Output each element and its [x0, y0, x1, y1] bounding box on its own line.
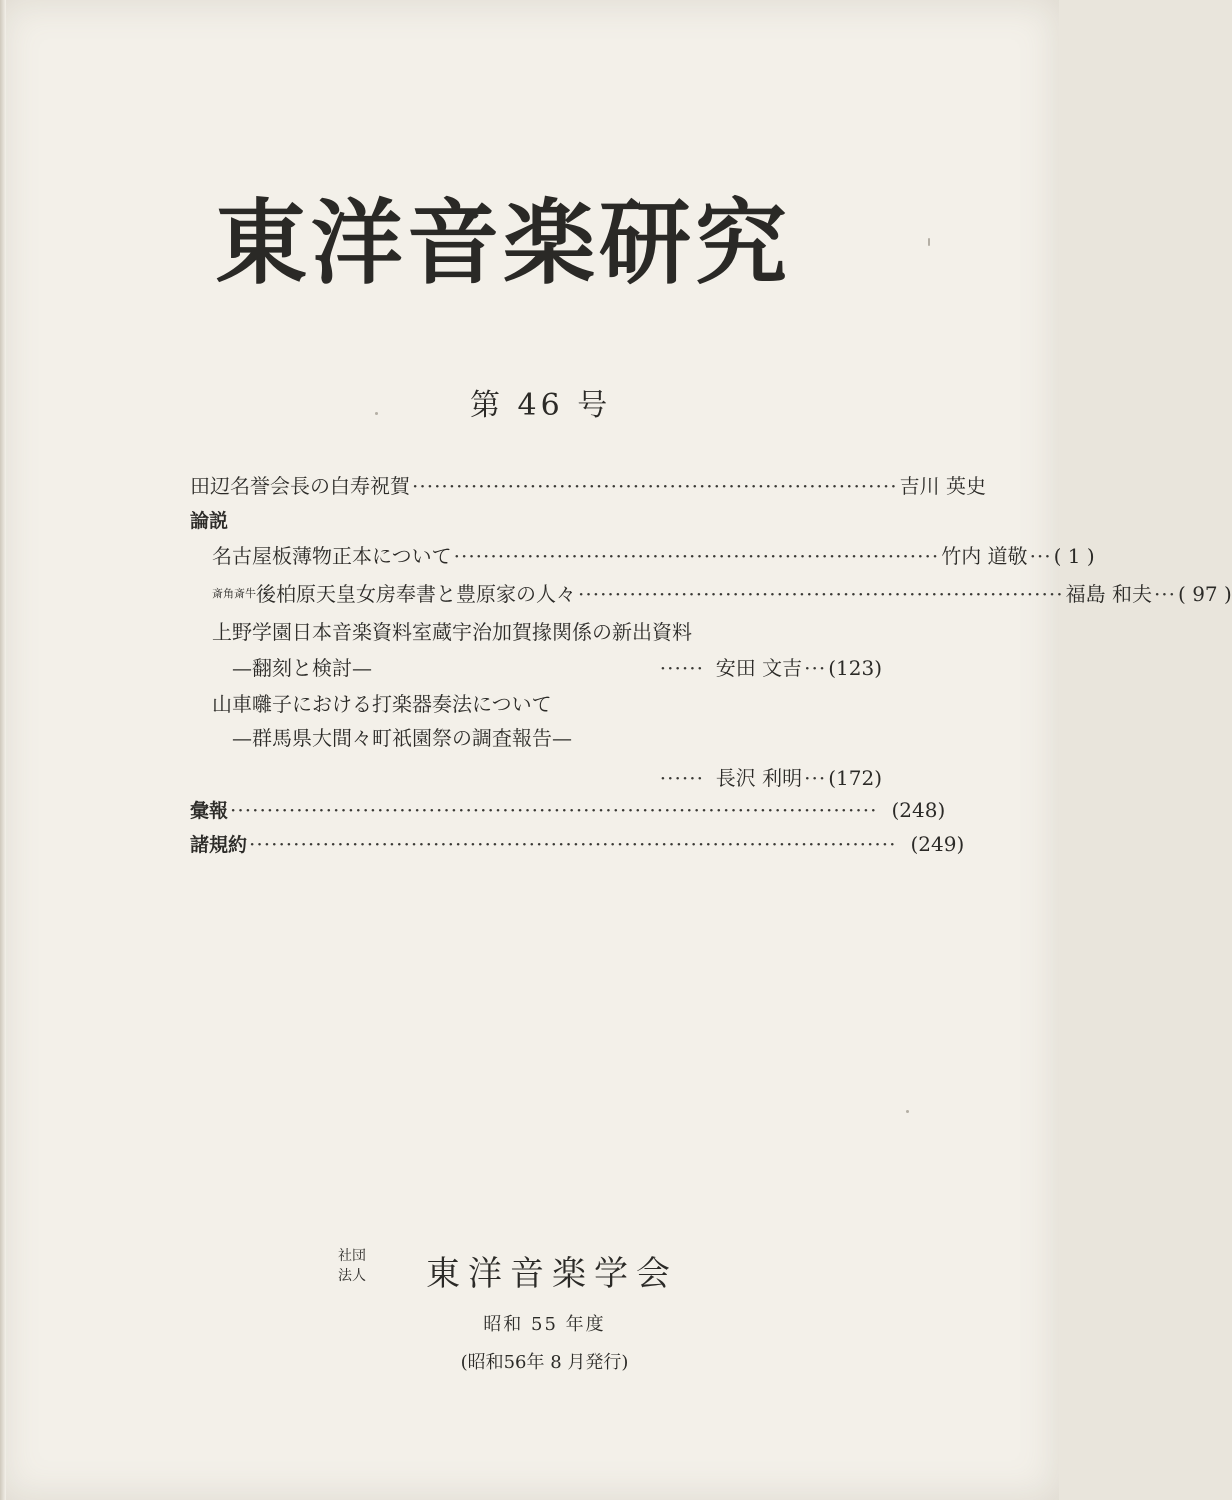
- journal-title: 東洋音楽研究: [215, 190, 792, 297]
- toc-article-4-detail: ······ 長沢 利明 ··· (172): [232, 762, 882, 792]
- issue-date: (昭和56年 8 月発行): [460, 1352, 629, 1373]
- toc-article-4-subtitle: [232, 722, 882, 752]
- toc-entry-celebration: [190, 470, 986, 500]
- toc-article-author: 竹内 道敬: [941, 544, 1028, 568]
- toc-article-author: 長沢 利明: [715, 766, 803, 790]
- toc-article-page: ( 1 ): [1053, 544, 1095, 568]
- toc-article-4-title: [212, 688, 882, 718]
- toc-article-author: 安田 文吉: [715, 656, 803, 680]
- leader-dots: ··································································: [412, 474, 898, 498]
- toc-article-3-detail: —翻刻と検討— ······ 安田 文吉 ··· (123): [232, 652, 882, 682]
- toc-entry-title: 田辺名誉会長の白寿祝賀: [190, 474, 410, 498]
- publisher-prefix: 社団 法人: [338, 1248, 366, 1284]
- toc-article-title: 上野学園日本音楽資料室蔵宇治加賀掾関係の新出資料: [212, 620, 692, 644]
- toc-article-2: $^{斎角斎牛}$後柏原天皇女房奉書と豊原家の人々 ·································································· 福島 和夫 ··· ( 97 ): [212, 578, 882, 608]
- paper-speck: [375, 412, 378, 415]
- toc-entry-author: 吉川 英史: [899, 474, 986, 498]
- toc-entry-page: (248): [891, 798, 946, 822]
- leader-dots: ··································································: [453, 544, 940, 568]
- toc-article-author: 福島 和夫: [1065, 582, 1152, 606]
- section-heading-ronsetsu: 論説: [190, 510, 229, 532]
- toc-article-page: (172): [828, 766, 882, 790]
- toc-article-subtitle: —群馬県大間々町祇園祭の調査報告—: [232, 726, 572, 750]
- toc-article-subtitle: —翻刻と検討—: [232, 656, 372, 680]
- toc-article-title: 名古屋板薄物正本について: [212, 544, 452, 568]
- toc-article-page: (123): [828, 656, 882, 680]
- toc-article-title: 山車囃子における打楽器奏法について: [212, 692, 552, 716]
- toc-entry-page: (249): [910, 832, 965, 856]
- leader-dots: ························································································: [249, 832, 897, 856]
- publisher-name: 東洋音楽学会: [426, 1254, 678, 1294]
- toc-article-3-title: [212, 616, 882, 646]
- toc-entry-title: 彙報: [190, 800, 229, 822]
- leader-dots: ······: [659, 656, 704, 680]
- issue-number: 第 46 号: [470, 388, 612, 423]
- toc-entry-kiyaku: [190, 830, 965, 860]
- toc-entry-ihou: [190, 796, 946, 826]
- leader-dots: ··································································: [578, 582, 1064, 606]
- leader-dots: ························································································: [230, 798, 878, 822]
- toc-entry-title: 諸規約: [190, 834, 248, 856]
- fiscal-year: 昭和 55 年度: [483, 1314, 606, 1335]
- paper-speck: [928, 238, 930, 246]
- toc-article-page: ( 97 ): [1178, 582, 1232, 606]
- leader-dots: ······: [659, 766, 704, 790]
- paper-speck: [906, 1110, 909, 1113]
- toc-article-prefix: 斎角斎牛: [212, 587, 256, 600]
- toc-article-title: $^{斎角斎牛}$後柏原天皇女房奉書と豊原家の人々: [212, 582, 576, 606]
- toc-article-1: 名古屋板薄物正本について ·································································· 竹内 道敬 ··· ( 1 ): [212, 540, 882, 570]
